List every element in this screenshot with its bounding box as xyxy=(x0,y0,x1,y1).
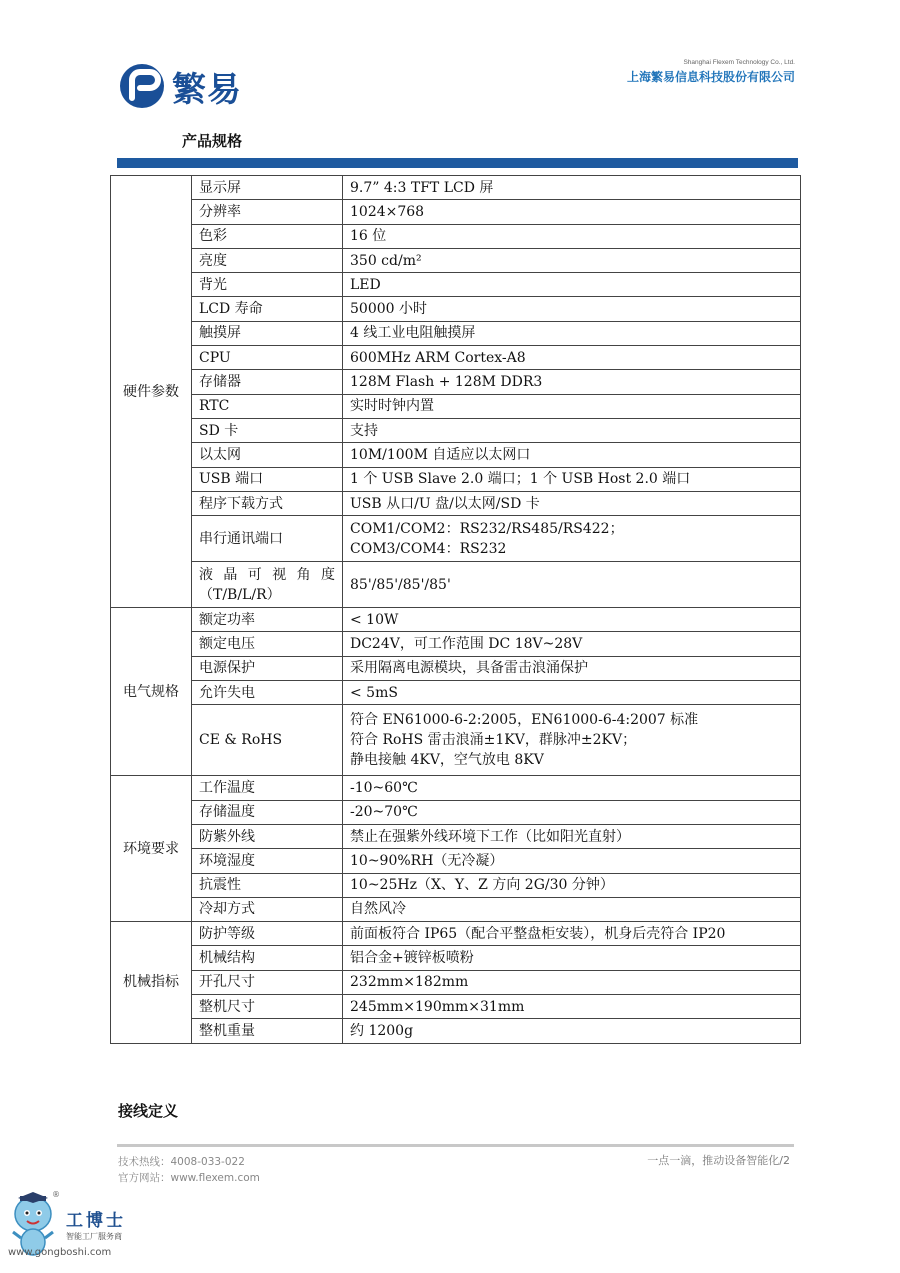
spec-value: 9.7” 4:3 TFT LCD 屏 xyxy=(343,176,801,200)
spec-name: SD 卡 xyxy=(192,418,343,442)
footer-slogan: 一点一滴，推动设备智能化/2 xyxy=(647,1154,790,1167)
spec-value: < 10W xyxy=(343,608,801,632)
table-row xyxy=(111,849,801,873)
spec-value: 10M/100M 自适应以太网口 xyxy=(343,443,801,467)
spec-name: 背光 xyxy=(192,273,343,297)
spec-value: 1 个 USB Slave 2.0 端口；1 个 USB Host 2.0 端口 xyxy=(343,467,801,491)
spec-name: 色彩 xyxy=(192,224,343,248)
table-row xyxy=(111,321,801,345)
spec-name: 触摸屏 xyxy=(192,321,343,345)
spec-name: 工作温度 xyxy=(192,776,343,800)
spec-value-serial xyxy=(343,516,801,562)
spec-name: 存储温度 xyxy=(192,800,343,824)
spec-name: 整机尺寸 xyxy=(192,995,343,1019)
table-row xyxy=(111,608,801,632)
spec-value: 50000 小时 xyxy=(343,297,801,321)
spec-value: 采用隔离电源模块，具备雷击浪涌保护 xyxy=(343,656,801,680)
spec-value: 1024×768 xyxy=(343,200,801,224)
spec-table xyxy=(110,175,801,1044)
spec-name: 额定功率 xyxy=(192,608,343,632)
spec-value: -10~60℃ xyxy=(343,776,801,800)
brand-logo xyxy=(118,60,242,112)
spec-value-line: 静电接触 4KV，空气放电 8KV xyxy=(350,752,544,769)
company-name-en: Shanghai Flexem Technology Co., Ltd. xyxy=(683,59,795,66)
spec-value: 16 位 xyxy=(343,224,801,248)
spec-name: 抗震性 xyxy=(192,873,343,897)
spec-name: 环境湿度 xyxy=(192,849,343,873)
spec-value-ce xyxy=(343,705,801,776)
spec-value: 4 线工业电阻触摸屏 xyxy=(343,321,801,345)
table-row xyxy=(111,897,801,921)
spec-name: 存储器 xyxy=(192,370,343,394)
table-row xyxy=(111,656,801,680)
spec-name: CE & RoHS xyxy=(192,705,343,776)
spec-name: 防护等级 xyxy=(192,922,343,946)
table-row xyxy=(111,995,801,1019)
spec-value: 600MHz ARM Cortex-A8 xyxy=(343,346,801,370)
spec-value-line: 符合 EN61000-6-2:2005，EN61000-6-4:2007 标准 xyxy=(350,712,699,729)
spec-name: 串行通讯端口 xyxy=(192,516,343,562)
spec-value-line: 符合 RoHS 雷击浪涌±1KV，群脉冲±2KV； xyxy=(350,732,637,749)
spec-name: 整机重量 xyxy=(192,1019,343,1043)
spec-value: 245mm×190mm×31mm xyxy=(343,995,801,1019)
spec-name: 以太网 xyxy=(192,443,343,467)
spec-value: USB 从口/U 盘/以太网/SD 卡 xyxy=(343,491,801,515)
table-row xyxy=(111,516,801,562)
spec-name: 额定电压 xyxy=(192,632,343,656)
spec-name-line: （T/B/L/R） xyxy=(199,586,281,603)
table-row xyxy=(111,273,801,297)
category-electrical: 电气规格 xyxy=(111,608,192,776)
table-row xyxy=(111,418,801,442)
table-row xyxy=(111,776,801,800)
table-row xyxy=(111,705,801,776)
footer-website[interactable]: 官方网站：www.flexem.com xyxy=(118,1172,260,1184)
spec-name: 开孔尺寸 xyxy=(192,970,343,994)
spec-name-line: 液晶可视角度 xyxy=(199,566,335,583)
footer-hotline: 技术热线：4008-033-022 xyxy=(118,1156,245,1168)
spec-value-line: COM3/COM4：RS232 xyxy=(350,540,507,557)
spec-name-viewing xyxy=(192,562,343,608)
spec-name: 程序下载方式 xyxy=(192,491,343,515)
watermark-title: 工博士 xyxy=(66,1211,126,1231)
section-title-wiring: 接线定义 xyxy=(118,1102,179,1120)
spec-value: -20~70℃ xyxy=(343,800,801,824)
footer-divider xyxy=(117,1144,794,1147)
logo-text: 繁易 xyxy=(172,69,242,110)
table-row xyxy=(111,970,801,994)
table-row xyxy=(111,922,801,946)
table-row xyxy=(111,200,801,224)
table-row xyxy=(111,176,801,200)
watermark-subtitle: 智能工厂服务商 xyxy=(66,1232,122,1241)
spec-value: 10~25Hz（X、Y、Z 方向 2G/30 分钟） xyxy=(343,873,801,897)
table-row xyxy=(111,297,801,321)
header-divider xyxy=(117,158,798,168)
spec-value: 自然风冷 xyxy=(343,897,801,921)
spec-value: 10~90%RH（无冷凝） xyxy=(343,849,801,873)
spec-name: USB 端口 xyxy=(192,467,343,491)
table-row xyxy=(111,491,801,515)
spec-value: 128M Flash + 128M DDR3 xyxy=(343,370,801,394)
spec-value: 禁止在强紫外线环境下工作（比如阳光直射） xyxy=(343,824,801,848)
table-row xyxy=(111,443,801,467)
spec-name: RTC xyxy=(192,394,343,418)
spec-value: LED xyxy=(343,273,801,297)
category-hardware: 硬件参数 xyxy=(111,176,192,608)
spec-name: LCD 寿命 xyxy=(192,297,343,321)
table-row xyxy=(111,873,801,897)
spec-value: 铝合金+镀锌板喷粉 xyxy=(343,946,801,970)
spec-name: 防紫外线 xyxy=(192,824,343,848)
spec-value: < 5mS xyxy=(343,681,801,705)
table-row xyxy=(111,1019,801,1043)
spec-name: 冷却方式 xyxy=(192,897,343,921)
flexem-logo-icon xyxy=(118,62,166,110)
table-row xyxy=(111,346,801,370)
watermark-url[interactable]: www.gongboshi.com xyxy=(8,1247,112,1258)
spec-name: 分辨率 xyxy=(192,200,343,224)
spec-value-line: COM1/COM2：RS232/RS485/RS422； xyxy=(350,520,624,537)
spec-name: 显示屏 xyxy=(192,176,343,200)
table-row xyxy=(111,370,801,394)
table-row xyxy=(111,467,801,491)
spec-value: 232mm×182mm xyxy=(343,970,801,994)
table-row xyxy=(111,946,801,970)
table-row xyxy=(111,562,801,608)
spec-name: CPU xyxy=(192,346,343,370)
category-mechanical: 机械指标 xyxy=(111,922,192,1043)
spec-name: 机械结构 xyxy=(192,946,343,970)
spec-value: 支持 xyxy=(343,418,801,442)
spec-value: 85'/85'/85'/85' xyxy=(343,562,801,608)
spec-value: 350 cd/m² xyxy=(343,248,801,272)
table-row xyxy=(111,248,801,272)
spec-name: 电源保护 xyxy=(192,656,343,680)
table-row xyxy=(111,681,801,705)
company-name-cn: 上海繁易信息科技股份有限公司 xyxy=(626,70,795,84)
table-row xyxy=(111,800,801,824)
table-row xyxy=(111,224,801,248)
category-environment: 环境要求 xyxy=(111,776,192,922)
spec-value: 约 1200g xyxy=(343,1019,801,1043)
table-row xyxy=(111,394,801,418)
spec-value: 前面板符合 IP65（配合平整盘柜安装），机身后壳符合 IP20 xyxy=(343,922,801,946)
spec-name: 亮度 xyxy=(192,248,343,272)
registered-mark: ® xyxy=(52,1190,60,1199)
section-title-spec: 产品规格 xyxy=(182,132,243,150)
footer-contact xyxy=(118,1154,260,1186)
table-row xyxy=(111,824,801,848)
table-row xyxy=(111,632,801,656)
spec-value: 实时时钟内置 xyxy=(343,394,801,418)
spec-name: 允许失电 xyxy=(192,681,343,705)
spec-value: DC24V，可工作范围 DC 18V~28V xyxy=(343,632,801,656)
